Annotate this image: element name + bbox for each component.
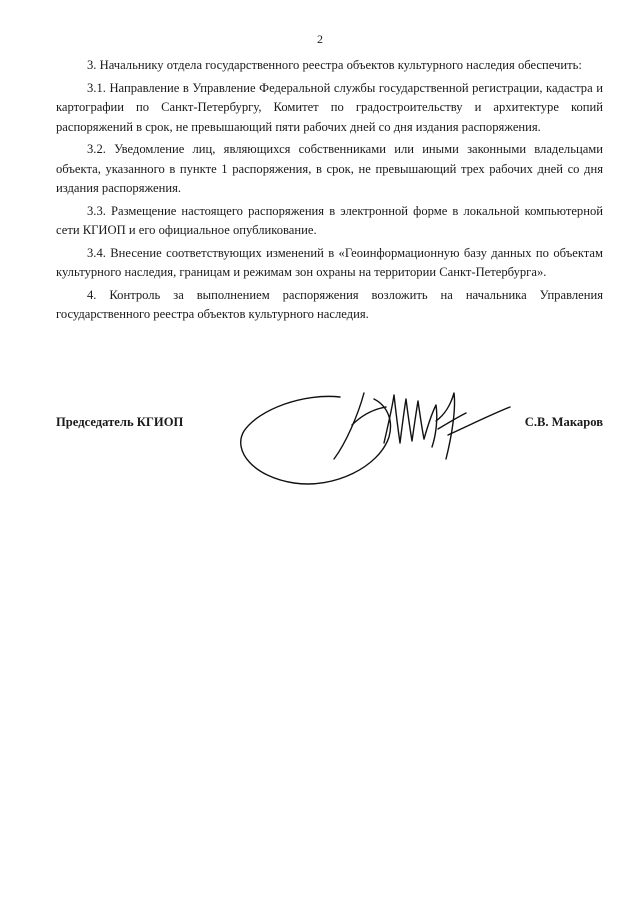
paragraph-4: 4. Контроль за выполнением распоряжения возложить на начальника Управления государственного реестра объектов культурного наследия. [56, 287, 603, 321]
handwritten-signature [234, 385, 524, 495]
paragraph-3: 3. Начальнику отдела государственного реестра объектов культурного наследия обеспечить: [87, 58, 582, 72]
paragraph-3-3: 3.3. Размещение настоящего распоряжения в электронной форме в локальной компьютерной сети КГИОП и его официальное опубликование. [56, 203, 603, 237]
paragraph-3-2: 3.2. Уведомление лиц, являющихся собственниками или иными законными владельцами объекта, указанного в пункте 1 распоряжения, в срок, не превышающий трех рабочих дней со дня издания распоряжения. [56, 142, 603, 195]
page-number: 2 [317, 32, 323, 46]
paragraph-3-1: 3.1. Направление в Управление Федеральной службы государственной регистрации, кадастра и картографии по Санкт-Петербургу, Комитет по градостроительству и архитектуре копий распоряжений в срок, не превышающий пяти рабочих дней со дня издания распоряжения. [56, 80, 603, 134]
signatory-position: Председатель КГИОП [56, 415, 184, 429]
paragraph-3-4: 3.4. Внесение соответствующих изменений в «Геоинформационную базу данных по объектам культурного наследия, границам и режимам зон охраны на территории Санкт-Петербурга». [56, 245, 603, 279]
document-body [56, 56, 603, 328]
signatory-name: С.В. Макаров [524, 415, 603, 429]
